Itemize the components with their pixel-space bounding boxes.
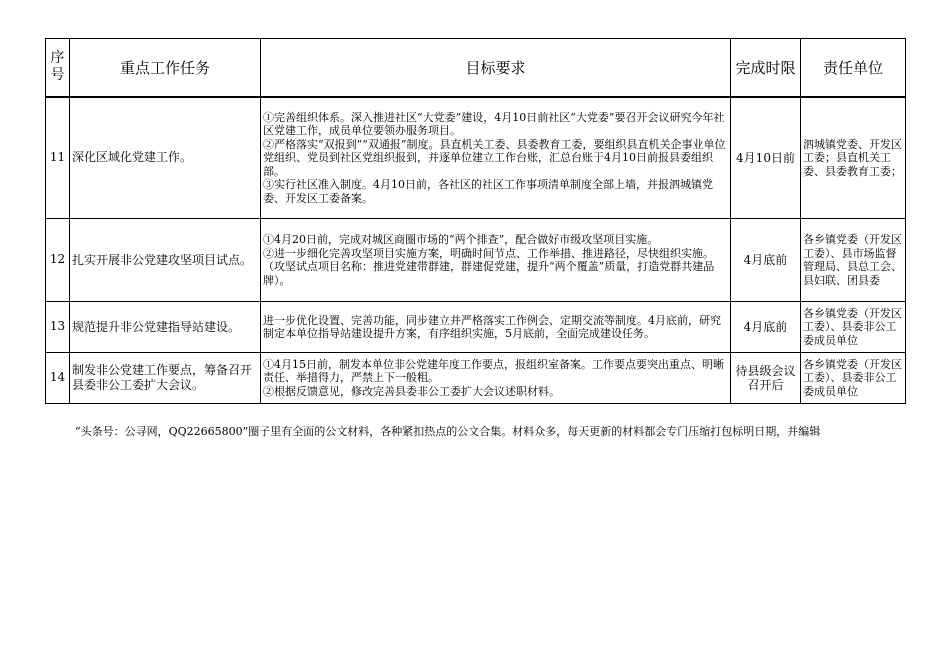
goal-item: ②进一步细化完善攻坚项目实施方案，明确时间节点、工作举措、推进路径，尽快组织实施。（攻坚试点项目名称：推进党建带群建，群建促党建，提升“两个覆盖”质量，打造党群共建品牌）。 [263, 246, 715, 287]
row-number: 13 [46, 302, 70, 353]
task-table [45, 38, 906, 404]
table-row [46, 97, 906, 219]
table-header-row [46, 39, 906, 97]
header-deadline: 完成时限 [731, 39, 801, 97]
goal-item: ①4月15日前，制发本单位非公党建年度工作要点，报组织室备案。工作要点要突出重点、明晰责任、举措得力，严禁上下一般粗。 [263, 357, 724, 385]
goal-item: ③实行社区准入制度。4月10日前，各社区的社区工作事项清单制度全部上墙，并报泗城镇党委、开发区工委备案。 [263, 178, 713, 205]
goal-item: ②根据反馈意见，修改完善县委非公工委扩大会议述职材料。 [263, 384, 560, 398]
table-row [46, 219, 906, 302]
row-unit: 各乡镇党委（开发区工委）、县委非公工委成员单位 [801, 353, 906, 404]
row-task: 扎实开展非公党建攻坚项目试点。 [70, 219, 261, 302]
row-number: 11 [46, 97, 70, 219]
row-goal [261, 353, 731, 404]
row-number: 12 [46, 219, 70, 302]
goal-item: ①完善组织体系。深入推进社区“大党委”建设，4月10日前社区“大党委”要召开会议研究今年社区党建工作，成员单位要领办服务项目。 [263, 110, 725, 137]
goal-item: ②严格落实“双报到”“双通报”制度。县直机关工委、县委教育工委，要组织县直机关企事业单位党组织、党员到社区党组织报到，并逐单位建立工作台账，汇总台账于4月10日前报县委组织部。 [263, 137, 726, 178]
table-row [46, 353, 906, 404]
goal-item: 进一步优化设置、完善功能，同步建立并严格落实工作例会、定期交流等制度。4月底前，研究制定本单位指导站建设提升方案，有序组织实施，5月底前，全面完成建设任务。 [263, 313, 721, 340]
row-unit: 各乡镇党委（开发区工委）、县委非公工委成员单位 [801, 302, 906, 353]
row-task: 深化区域化党建工作。 [70, 97, 261, 219]
header-goal: 目标要求 [261, 39, 731, 97]
row-goal [261, 219, 731, 302]
row-deadline: 待县级会议召开后 [731, 353, 801, 404]
row-goal [261, 97, 731, 219]
row-unit: 各乡镇党委（开发区工委）、县市场监督管理局、县总工会、县妇联、团县委 [801, 219, 906, 302]
row-deadline: 4月底前 [731, 219, 801, 302]
header-num: 序号 [46, 39, 70, 97]
footer-note: “头条号：公寻网，QQ22665800”圈子里有全面的公文材料，各种紧扣热点的公文合集。材料众多，每天更新的材料都会专门压缩打包标明日期，并编辑 [75, 425, 821, 438]
row-goal [261, 302, 731, 353]
row-task: 制发非公党建工作要点，筹备召开县委非公工委扩大会议。 [70, 353, 261, 404]
row-deadline: 4月10日前 [731, 97, 801, 219]
row-deadline: 4月底前 [731, 302, 801, 353]
goal-item: ①4月20日前，完成对城区商圈市场的“两个排查”，配合做好市级攻坚项目实施。 [263, 233, 659, 246]
table-row [46, 302, 906, 353]
header-unit: 责任单位 [801, 39, 906, 97]
header-task: 重点工作任务 [70, 39, 261, 97]
row-number: 14 [46, 353, 70, 404]
row-unit: 泗城镇党委、开发区工委；县直机关工委、县委教育工委； [801, 97, 906, 219]
row-task: 规范提升非公党建指导站建设。 [70, 302, 261, 353]
